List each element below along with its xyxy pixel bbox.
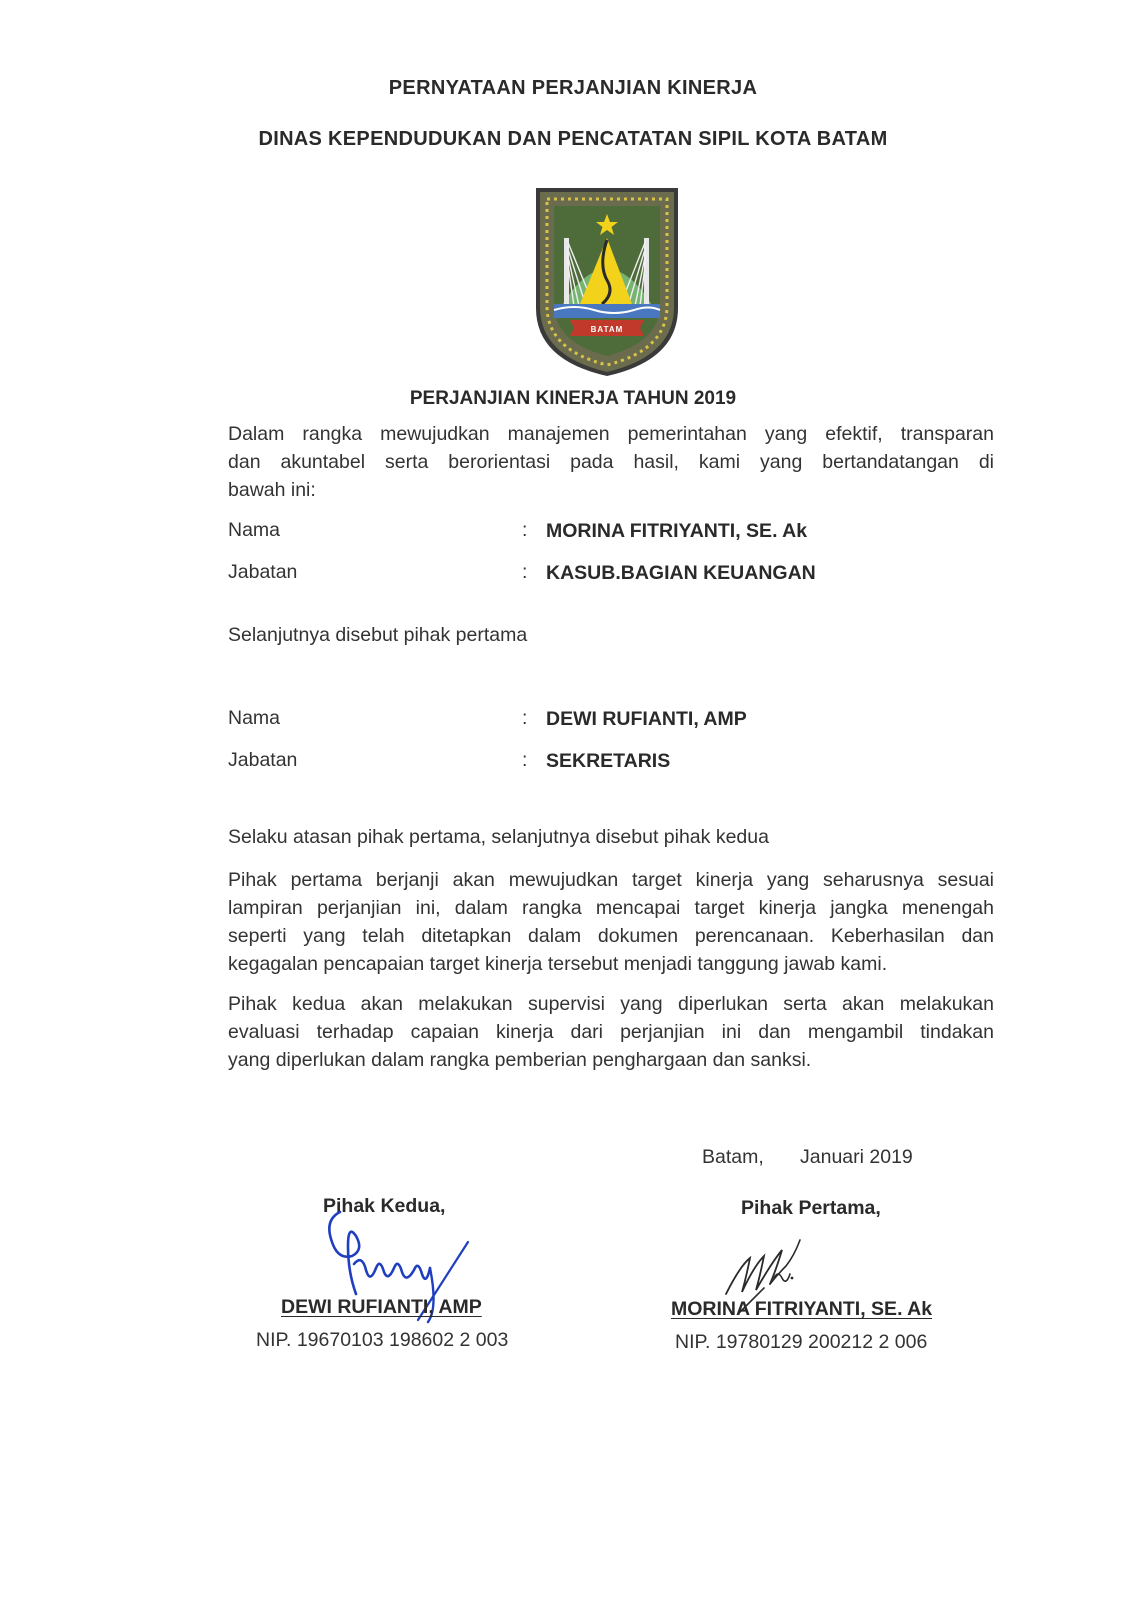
- first-party-nip: NIP. 19780129 200212 2 006: [675, 1331, 928, 1353]
- first-party-designation: Selanjutnya disebut pihak pertama: [228, 624, 528, 646]
- intro-line: dan akuntabel serta berorientasi pada hasil, kami yang bertandatangan di: [228, 451, 994, 473]
- paragraph-line: lampiran perjanjian ini, dalam rangka mencapai target kinerja jangka menengah: [228, 897, 994, 919]
- paragraph-line: seperti yang telah ditetapkan dalam dokumen perencanaan. Keberhasilan dan: [228, 925, 994, 947]
- paragraph-line: evaluasi terhadap capaian kinerja dari perjanjian ini dan mengambil tindakan: [228, 1021, 994, 1043]
- first-party-role: Pihak Pertama,: [741, 1197, 881, 1219]
- second-party-position-value: SEKRETARIS: [546, 750, 671, 772]
- second-party-position-colon: :: [522, 749, 528, 771]
- second-party-position-label: Jabatan: [228, 749, 298, 771]
- paragraph-line: Pihak pertama berjanji akan mewujudkan target kinerja yang seharusnya sesuai: [228, 869, 994, 891]
- batam-emblem-icon: [534, 186, 680, 378]
- second-party-role: Pihak Kedua,: [323, 1195, 446, 1217]
- intro-line: Dalam rangka mewujudkan manajemen pemerintahan yang efektif, transparan: [228, 423, 994, 445]
- intro-paragraph: [228, 420, 994, 504]
- first-party-name-value: MORINA FITRIYANTI, SE. Ak: [546, 520, 808, 542]
- agreement-subtitle: PERJANJIAN KINERJA TAHUN 2019: [409, 388, 737, 409]
- intro-line: bawah ini:: [228, 479, 316, 501]
- first-party-signatory-name: MORINA FITRIYANTI, SE. Ak: [671, 1298, 933, 1320]
- second-party-signatory-name: DEWI RUFIANTI, AMP: [281, 1296, 482, 1318]
- document-title: PERNYATAAN PERJANJIAN KINERJA: [388, 77, 758, 99]
- paragraph-line: yang diperlukan dalam rangka pemberian penghargaan dan sanksi.: [228, 1049, 812, 1071]
- first-party-position-label: Jabatan: [228, 561, 298, 583]
- first-party-position-colon: :: [522, 561, 528, 583]
- paragraph-line: Pihak kedua akan melakukan supervisi yang diperlukan serta akan melakukan: [228, 993, 994, 1015]
- paragraph-line: kegagalan pencapaian target kinerja tersebut menjadi tanggung jawab kami.: [228, 953, 888, 975]
- place-city: Batam,: [702, 1146, 764, 1168]
- second-party-nip: NIP. 19670103 198602 2 003: [256, 1329, 509, 1351]
- supervision-paragraph: [228, 990, 994, 1074]
- first-party-name-colon: :: [522, 519, 528, 541]
- emblem-ribbon-text: BATAM: [590, 325, 624, 334]
- place-date: Januari 2019: [800, 1146, 913, 1168]
- second-party-name-label: Nama: [228, 707, 281, 729]
- second-party-name-value: DEWI RUFIANTI, AMP: [546, 708, 747, 730]
- first-party-name-label: Nama: [228, 519, 281, 541]
- commitment-paragraph: [228, 866, 994, 978]
- second-party-designation: Selaku atasan pihak pertama, selanjutnya disebut pihak kedua: [228, 826, 769, 848]
- second-party-name-colon: :: [522, 707, 528, 729]
- first-party-position-value: KASUB.BAGIAN KEUANGAN: [546, 562, 816, 584]
- institution-name: DINAS KEPENDUDUKAN DAN PENCATATAN SIPIL KOTA BATAM: [258, 128, 888, 150]
